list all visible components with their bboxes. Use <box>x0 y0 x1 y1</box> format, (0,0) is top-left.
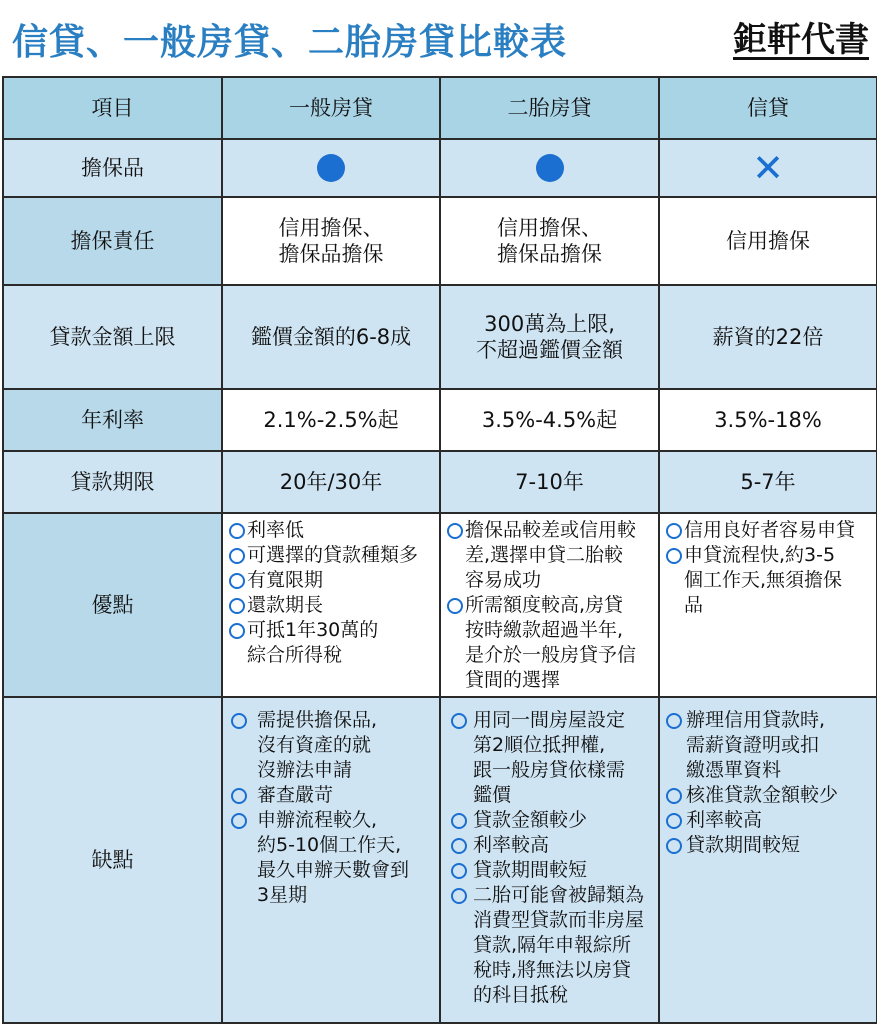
cell-mortgage <box>222 139 440 197</box>
pros-list <box>664 518 870 618</box>
list-item-line: 貸間的選擇 <box>465 669 561 691</box>
list-item-line: 所需額度較高,房貸 <box>465 594 624 616</box>
list-item-line: 核准貸款金額較少 <box>686 784 839 806</box>
cell-credit-loan: 薪資的22倍 <box>659 285 877 389</box>
circle-bullet-icon <box>447 598 463 614</box>
list-item <box>229 783 433 808</box>
list-item-line: 容易成功 <box>465 569 542 591</box>
cell-credit-loan: 信用擔保 <box>659 197 877 285</box>
list-item-line: 3星期 <box>257 884 308 906</box>
circle-bullet-icon <box>451 713 467 729</box>
circle-bullet-icon <box>231 788 247 804</box>
comparison-table <box>2 76 877 1024</box>
list-item-line: 利率低 <box>247 519 305 541</box>
cell-credit-loan <box>659 513 877 697</box>
list-item <box>664 543 870 618</box>
header-credit-loan: 信貸 <box>659 77 877 139</box>
circle-bullet-icon <box>451 863 467 879</box>
list-item <box>227 518 433 543</box>
cell-mortgage <box>222 697 440 1023</box>
list-item <box>229 808 433 908</box>
cell-second-mortgage: 3.5%-4.5%起 <box>440 389 659 451</box>
cons-list <box>447 708 652 1008</box>
list-item-line: 審查嚴苛 <box>257 784 334 806</box>
list-item-line: 約5-10個工作天, <box>257 834 402 856</box>
table-header-row <box>3 77 877 139</box>
cell-second-mortgage <box>440 513 659 697</box>
list-item-line: 申辦流程較久, <box>257 809 378 831</box>
cell-mortgage <box>222 513 440 697</box>
cell-second-mortgage <box>440 697 659 1023</box>
cell-credit-loan <box>659 139 877 197</box>
list-item <box>666 783 870 808</box>
list-item-line: 擔保品較差或信用較 <box>465 519 637 541</box>
cell-mortgage: 2.1%-2.5%起 <box>222 389 440 451</box>
list-item-line: 貸款,隔年申報綜所 <box>473 934 632 956</box>
list-item <box>447 883 652 1008</box>
list-item-line: 信用良好者容易申貸 <box>684 519 856 541</box>
row-label: 年利率 <box>3 389 222 451</box>
circle-bullet-icon <box>666 523 682 539</box>
circle-bullet-icon <box>231 713 247 729</box>
pros-list <box>445 518 652 693</box>
circle-bullet-icon <box>666 813 682 829</box>
cons-list <box>666 708 870 858</box>
list-item-line: 最久申辦天數會到 <box>257 859 410 881</box>
cell-second-mortgage: 7-10年 <box>440 451 659 513</box>
list-item-line: 差,選擇申貸二胎較 <box>465 544 624 566</box>
row-pros <box>3 513 877 697</box>
list-item-line: 用同一間房屋設定 <box>473 709 626 731</box>
row-collateral <box>3 139 877 197</box>
list-item-line: 利率較高 <box>686 809 763 831</box>
list-item-line: 貸款期間較短 <box>473 859 588 881</box>
row-label: 貸款金額上限 <box>3 285 222 389</box>
list-item <box>447 708 652 808</box>
list-item <box>227 568 433 593</box>
circle-bullet-icon <box>229 523 245 539</box>
cell-mortgage: 信用擔保、 擔保品擔保 <box>222 197 440 285</box>
list-item-line: 申貸流程快,約3-5 <box>684 544 836 566</box>
list-item-line: 貸款金額較少 <box>473 809 588 831</box>
row-rate <box>3 389 877 451</box>
circle-bullet-icon <box>451 813 467 829</box>
circle-bullet-icon <box>231 813 247 829</box>
row-label: 擔保責任 <box>3 197 222 285</box>
list-item <box>447 833 652 858</box>
row-label: 貸款期限 <box>3 451 222 513</box>
list-item <box>445 518 652 593</box>
list-item-line: 的科目抵稅 <box>473 984 569 1006</box>
list-item-line: 沒有資產的就 <box>257 734 372 756</box>
list-item-line: 第2順位抵押權, <box>473 734 606 756</box>
circle-bullet-icon <box>229 598 245 614</box>
list-item-line: 個工作天,無須擔保 <box>684 569 843 591</box>
page-header <box>0 0 877 76</box>
row-label: 缺點 <box>3 697 222 1023</box>
dot-icon <box>317 154 345 182</box>
header-mortgage: 一般房貸 <box>222 77 440 139</box>
row-term <box>3 451 877 513</box>
row-liability <box>3 197 877 285</box>
cell-mortgage: 20年/30年 <box>222 451 440 513</box>
circle-bullet-icon <box>229 623 245 639</box>
list-item-line: 鑑價 <box>473 784 512 806</box>
header-item: 項目 <box>3 77 222 139</box>
brand-name: 鉅軒代書 <box>733 20 869 60</box>
list-item <box>229 708 433 783</box>
list-item <box>666 833 870 858</box>
circle-bullet-icon <box>666 838 682 854</box>
list-item <box>666 708 870 783</box>
list-item-line: 貸款期間較短 <box>686 834 801 856</box>
circle-bullet-icon <box>229 548 245 564</box>
list-item-line: 跟一般房貸依樣需 <box>473 759 626 781</box>
circle-bullet-icon <box>666 788 682 804</box>
cons-list <box>229 708 433 908</box>
circle-bullet-icon <box>229 573 245 589</box>
list-item-line: 可選擇的貸款種類多 <box>247 544 419 566</box>
list-item-line: 綜合所得稅 <box>247 644 343 666</box>
list-item-line: 利率較高 <box>473 834 550 856</box>
list-item-line: 是介於一般房貸予信 <box>465 644 637 666</box>
cell-mortgage: 鑑價金額的6-8成 <box>222 285 440 389</box>
list-item-line: 沒辦法申請 <box>257 759 353 781</box>
cross-icon: ✕ <box>752 146 784 190</box>
list-item-line: 二胎可能會被歸類為 <box>473 884 645 906</box>
list-item-line: 稅時,將無法以房貸 <box>473 959 632 981</box>
cell-second-mortgage <box>440 139 659 197</box>
page-title: 信貸、一般房貸、二胎房貸比較表 <box>12 22 568 63</box>
list-item-line: 需提供擔保品, <box>257 709 378 731</box>
row-limit <box>3 285 877 389</box>
list-item <box>664 518 870 543</box>
list-item <box>447 858 652 883</box>
list-item <box>227 593 433 618</box>
cell-credit-loan: 5-7年 <box>659 451 877 513</box>
circle-bullet-icon <box>451 888 467 904</box>
row-cons <box>3 697 877 1023</box>
list-item-line: 品 <box>684 594 704 616</box>
circle-bullet-icon <box>447 523 463 539</box>
list-item <box>666 808 870 833</box>
list-item-line: 消費型貸款而非房屋 <box>473 909 645 931</box>
list-item <box>227 618 433 668</box>
list-item-line: 有寬限期 <box>247 569 324 591</box>
row-label: 擔保品 <box>3 139 222 197</box>
list-item-line: 辦理信用貸款時, <box>686 709 826 731</box>
circle-bullet-icon <box>666 548 682 564</box>
list-item <box>227 543 433 568</box>
circle-bullet-icon <box>451 838 467 854</box>
list-item-line: 按時繳款超過半年, <box>465 619 624 641</box>
circle-bullet-icon <box>666 713 682 729</box>
list-item <box>445 593 652 693</box>
cell-second-mortgage: 信用擔保、 擔保品擔保 <box>440 197 659 285</box>
list-item-line: 需薪資證明或扣 <box>686 734 820 756</box>
pros-list <box>227 518 433 668</box>
list-item <box>447 808 652 833</box>
cell-credit-loan <box>659 697 877 1023</box>
header-second-mortgage: 二胎房貸 <box>440 77 659 139</box>
row-label: 優點 <box>3 513 222 697</box>
list-item-line: 還款期長 <box>247 594 324 616</box>
dot-icon <box>536 154 564 182</box>
list-item-line: 可抵1年30萬的 <box>247 619 379 641</box>
cell-credit-loan: 3.5%-18% <box>659 389 877 451</box>
cell-second-mortgage: 300萬為上限, 不超過鑑價金額 <box>440 285 659 389</box>
list-item-line: 繳憑單資料 <box>686 759 782 781</box>
